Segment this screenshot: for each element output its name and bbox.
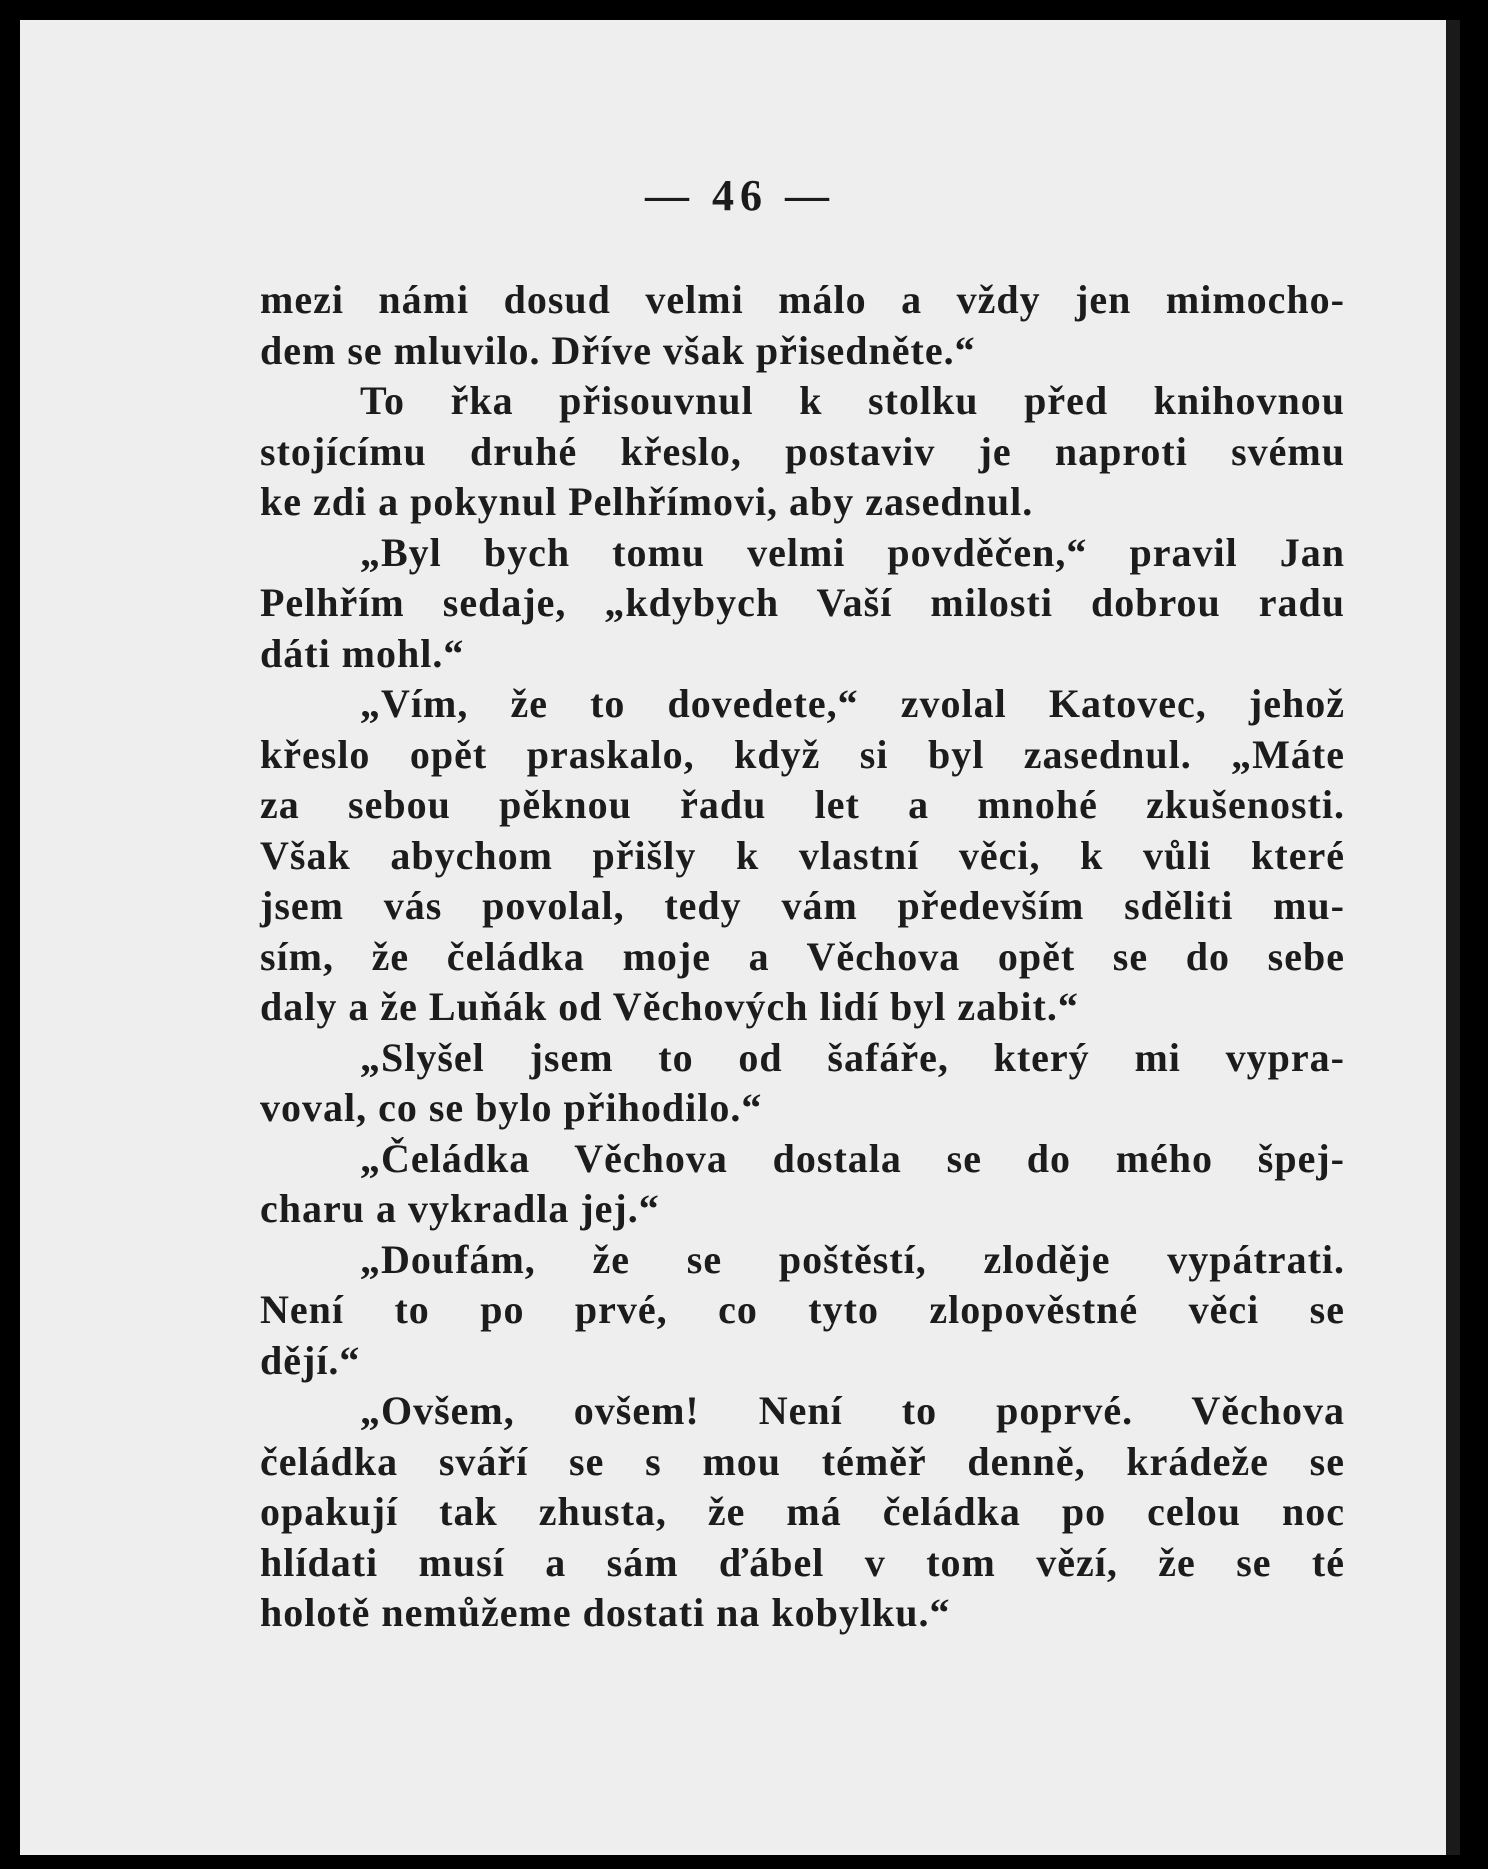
text-line: „Slyšel jsem to od šafáře, který mi vypra- [360,1034,1345,1080]
text-line: opakují tak zhusta, že má čeládka po celou noc [260,1489,1345,1534]
text-line: dáti mohl.“ [260,630,465,676]
text-line: To řka přisouvnul k stolku před knihovnou [360,378,1345,423]
text-line: dějí.“ [260,1337,361,1383]
text-line: dem se mluvilo. Dříve však přisedněte.“ [260,327,976,373]
text-line: stojícímu druhé křeslo, postaviv je naproti svému [260,428,1345,474]
book-page [20,20,1460,1855]
text-line: charu a vykradla jej.“ [260,1186,660,1231]
text-line: holotě nemůžeme dostati na kobylku.“ [260,1590,951,1635]
text-line: ke zdi a pokynul Pelhřímovi, aby zasednul. [260,479,1034,524]
text-line: „Doufám, že se poštěstí, zloděje vypátrati. [360,1236,1345,1282]
text-line: „Byl bych tomu velmi povděčen,“ pravil Jan [360,529,1345,575]
text-line: „Ovšem, ovšem! Není to poprvé. Věchova [360,1388,1345,1433]
text-line: čeládka sváří se s mou téměř denně, krádeže se [260,1438,1345,1484]
text-line: Není to po prvé, co tyto zlopověstné věci se [260,1287,1345,1332]
text-line: sím, že čeládka moje a Věchova opět se do sebe [260,933,1345,979]
text-line: daly a že Luňák od Věchových lidí byl zabit.“ [260,984,1079,1029]
text-line: voval, co se bylo přihodilo.“ [260,1085,763,1130]
text-line: „Vím, že to dovedete,“ zvolal Katovec, jehož [360,681,1345,726]
text-line: křeslo opět praskalo, když si byl zasednul. „Máte [260,731,1345,777]
page-number: — 46 — [645,171,835,220]
text-line: Pelhřím sedaje, „kdybych Vaší milosti dobrou radu [260,580,1345,625]
text-line: za sebou pěknou řadu let a mnohé zkušenosti. [260,782,1345,827]
text-line: jsem vás povolal, tedy vám především sděliti mu- [260,883,1345,928]
text-line: Však abychom přišly k vlastní věci, k vůli které [260,832,1345,878]
text-line: mezi námi dosud velmi málo a vždy jen mimocho- [260,277,1345,322]
text-line: „Čeládka Věchova dostala se do mého špej- [360,1135,1345,1181]
text-line: hlídati musí a sám ďábel v tom vězí, že se té [260,1539,1345,1585]
body-text [260,275,1345,1639]
